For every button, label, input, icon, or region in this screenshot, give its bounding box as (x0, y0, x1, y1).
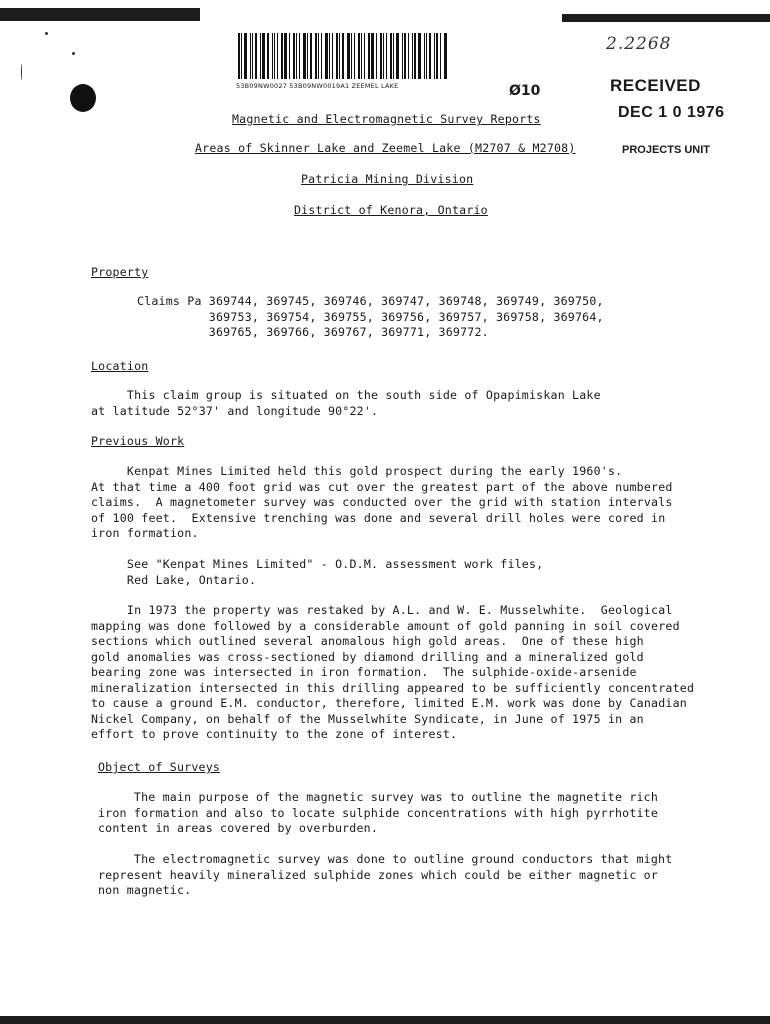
object-of-surveys-heading: Object of Surveys (98, 760, 221, 774)
barcode-bar (436, 33, 438, 79)
barcode-bar (386, 33, 387, 79)
barcode-bar (267, 33, 269, 79)
barcode-bar (414, 33, 416, 79)
barcode-text: 53B09NW0027 53B09NW0019A1 ZEEMEL LAKE (236, 82, 399, 90)
barcode-bar (238, 33, 240, 79)
barcode-bar (272, 33, 273, 79)
barcode-bar (402, 33, 403, 79)
district: District of Kenora, Ontario (294, 203, 488, 217)
barcode-bar (310, 33, 312, 79)
scan-speck (21, 64, 22, 80)
location-text: This claim group is situated on the south side of Opapimiskan Lake at latitude 52°37' and longitude 90°22'. (91, 388, 601, 418)
electromagnetic-survey-paragraph: The electromagnetic survey was done to outline ground conductors that might represent heavily mineralized sulphide zones which could be either magnetic or non magnetic. (98, 852, 673, 897)
barcode-bar (255, 33, 257, 79)
barcode-bar (244, 33, 247, 79)
claims-list: Claims Pa 369744, 369745, 369746, 369747, 369748, 369749, 369750, 369753, 369754, 369755, 369756, 369757, 369758, 369764, 369765, 369766, 369767, 369771, 369772. (137, 294, 604, 339)
barcode-bar (429, 33, 431, 79)
barcode-bar (351, 33, 352, 79)
barcode-bar (364, 33, 365, 79)
previous-work-heading: Previous Work (91, 434, 185, 448)
barcode-bar (307, 33, 308, 79)
handwritten-reference: 2.2268 (606, 34, 672, 54)
barcode-bar (262, 33, 265, 79)
barcode-bar (250, 33, 251, 79)
scan-speck (72, 52, 75, 55)
magnetic-survey-paragraph: The main purpose of the magnetic survey was to outline the magnetite rich iron formation and also to locate sulphide concentrations with high pyrrhotite content in areas covered by overburden. (98, 790, 659, 835)
projects-unit-stamp: PROJECTS UNIT (622, 144, 711, 156)
barcode-bar (383, 33, 384, 79)
scan-speck (45, 32, 48, 35)
barcode-bar (396, 33, 399, 79)
barcode-bar (408, 33, 409, 79)
barcode-bar (380, 33, 382, 79)
barcode-bar (342, 33, 344, 79)
barcode-bar (404, 33, 406, 79)
barcode-bar (321, 33, 322, 79)
barcode-bar (444, 33, 447, 79)
barcode-bar (241, 33, 242, 79)
mining-division: Patricia Mining Division (301, 172, 474, 186)
barcode-bar (274, 33, 275, 79)
barcode-bar (325, 33, 328, 79)
barcode-bar (426, 33, 427, 79)
barcode-bar (424, 33, 425, 79)
barcode-bar (347, 33, 350, 79)
barcode-bar (284, 33, 287, 79)
barcode-bar (339, 33, 340, 79)
barcode-bar (315, 33, 317, 79)
barcode-bar (371, 33, 374, 79)
barcode (238, 33, 452, 79)
barcode-bar (281, 33, 283, 79)
barcode-bar (318, 33, 319, 79)
reference-note: See "Kenpat Mines Limited" - O.D.M. assessment work files, Red Lake, Ontario. (126, 557, 544, 587)
scan-edge-top-right (562, 14, 770, 22)
barcode-bar (332, 33, 333, 79)
scan-edge-top-left (0, 8, 200, 21)
barcode-bar (434, 33, 435, 79)
barcode-bar (418, 33, 421, 79)
barcode-bar (358, 33, 360, 79)
report-title: Magnetic and Electromagnetic Survey Reports (232, 112, 541, 126)
barcode-bar (354, 33, 355, 79)
previous-work-paragraph: Kenpat Mines Limited held this gold prospect during the early 1960's. At that time a 400 foot grid was cut over the greatest part of the above numbered claims. A magnetometer survey was conducted over the grid with station intervals of 100 feet. Extensive trenching was done and several drill holes were cored in iron formation. (91, 464, 673, 540)
barcode-bar (412, 33, 413, 79)
received-stamp: RECEIVED (610, 76, 701, 95)
barcode-bar (277, 33, 278, 79)
barcode-bar (329, 33, 330, 79)
barcode-bar (289, 33, 290, 79)
barcode-bar (252, 33, 253, 79)
barcode-bar (260, 33, 261, 79)
barcode-bar (390, 33, 392, 79)
property-heading: Property (91, 265, 149, 279)
received-date-stamp: DEC 1 0 1976 (618, 104, 725, 121)
barcode-bar (376, 33, 377, 79)
barcode-bar (303, 33, 306, 79)
barcode-bar (293, 33, 295, 79)
location-heading: Location (91, 359, 149, 373)
page-code: Ø10 (509, 83, 541, 99)
barcode-bar (440, 33, 441, 79)
barcode-bar (296, 33, 297, 79)
barcode-bar (361, 33, 362, 79)
barcode-bar (336, 33, 338, 79)
scan-edge-bottom (0, 1016, 770, 1024)
punch-hole-mark (70, 84, 96, 112)
barcode-bar (368, 33, 370, 79)
barcode-bar (393, 33, 394, 79)
barcode-bar (299, 33, 300, 79)
report-subtitle: Areas of Skinner Lake and Zeemel Lake (M2707 & M2708) (195, 141, 576, 155)
restaking-paragraph: In 1973 the property was restaked by A.L. and W. E. Musselwhite. Geological mapping was done followed by a considerable amount of gold panning in soil covered sections which outlined several anomalous high gold areas. One of these high gold anomalies was cross-sectioned by diamond drilling and a mineralized gold bearing zone was intersected in iron formation. The sulphide-oxide-arsenide mineralization intersected in this drilling appeared to be sufficiently concentrated to cause a ground E.M. conductor, therefore, limited E.M. work was done by Canadian Nickel Company, on behalf of the Musselwhite Syndicate, in June of 1975 in an effort to prove continuity to the zone of interest. (91, 603, 695, 741)
